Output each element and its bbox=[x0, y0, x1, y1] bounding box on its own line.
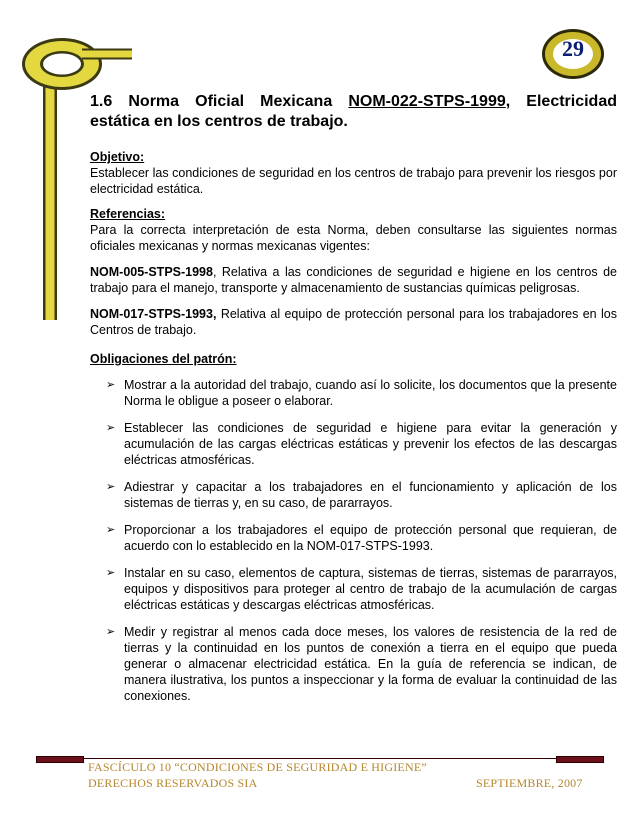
list-item-text: Mostrar a la autoridad del trabajo, cuando así lo solicite, los documentos que la presente Norma le obligue a poseer o elaborar. bbox=[124, 378, 617, 408]
list-item bbox=[90, 479, 617, 511]
list-item bbox=[90, 565, 617, 613]
references-intro: Para la correcta interpretación de esta Norma, deben consultarse las siguientes normas oficiales mexicanas y normas mexicanas vigentes: bbox=[90, 223, 617, 253]
list-item-text: Medir y registrar al menos cada doce meses, los valores de resistencia de la red de tierras y la continuidad en los puntos de conexión a tierra en el equipo que pueda generar o almacenar electricidad estática. En la guía de referencia se indican, de manera ilustrativa, los puntos a inspeccionar y la forma de evaluar la continuidad de las conexiones. bbox=[124, 625, 617, 703]
title-suffix: , Electricidad estática en los centros de trabajo. bbox=[90, 93, 617, 130]
objective-section bbox=[90, 150, 617, 197]
arrow-bullet-icon: ➢ bbox=[106, 481, 116, 493]
obligations-label: Obligaciones del patrón: bbox=[90, 352, 237, 366]
reference-item bbox=[90, 264, 617, 296]
footer-divider bbox=[82, 758, 602, 759]
footer-title: FASCÍCULO 10 “CONDICIONES DE SEGURIDAD E HIGIENE” bbox=[88, 760, 427, 774]
list-item-text: Establecer las condiciones de seguridad e higiene para evitar la generación y acumulación de las cargas eléctricas estáticas y prevenir los efectos de las descargas eléctricas atmosféricas. bbox=[124, 421, 617, 467]
arrow-bullet-icon: ➢ bbox=[106, 422, 116, 434]
footer-date: SEPTIEMBRE, 2007 bbox=[476, 776, 583, 790]
section-title bbox=[90, 92, 617, 132]
arrow-bullet-icon: ➢ bbox=[106, 379, 116, 391]
reference-code: NOM-017-STPS-1993, bbox=[90, 307, 217, 321]
references-section bbox=[90, 207, 617, 254]
list-item-text: Proporcionar a los trabajadores el equipo de protección personal que requieran, de acuerdo con lo establecido en la NOM-017-STPS-1993. bbox=[124, 523, 617, 553]
obligations-list bbox=[90, 377, 617, 704]
reference-description: , Relativa a las condiciones de seguridad e higiene en los centros de trabajo para el manejo, transporte y almacenamiento de sustancias químicas peligrosas. bbox=[90, 265, 617, 295]
list-item bbox=[90, 420, 617, 468]
list-item bbox=[90, 377, 617, 409]
objective-text: Establecer las condiciones de seguridad en los centros de trabajo para prevenir los riesgos por electricidad estática. bbox=[90, 166, 617, 196]
reference-description: Relativa al equipo de protección personal para los trabajadores en los Centros de trabajo. bbox=[90, 307, 617, 337]
list-item bbox=[90, 522, 617, 554]
page-footer bbox=[36, 750, 602, 800]
title-norm-code: NOM-022-STPS-1999 bbox=[348, 93, 506, 110]
obligations-section bbox=[90, 352, 617, 704]
list-item bbox=[90, 624, 617, 704]
list-item-text: Adiestrar y capacitar a los trabajadores en el funcionamiento y aplicación de los sistemas de tierras y, en su caso, de pararrayos. bbox=[124, 480, 617, 510]
objective-label: Objetivo: bbox=[90, 150, 145, 164]
references-label: Referencias: bbox=[90, 207, 166, 221]
reference-item bbox=[90, 306, 617, 338]
arrow-bullet-icon: ➢ bbox=[106, 626, 116, 638]
document-body bbox=[90, 92, 617, 715]
footer-bar-right bbox=[556, 756, 604, 763]
title-prefix: 1.6 Norma Oficial Mexicana bbox=[90, 93, 349, 110]
footer-bar-left bbox=[36, 756, 84, 763]
arrow-bullet-icon: ➢ bbox=[106, 524, 116, 536]
page-number: 29 bbox=[562, 36, 584, 61]
reference-code: NOM-005-STPS-1998 bbox=[90, 265, 213, 279]
footer-rights: DERECHOS RESERVADOS SIA bbox=[88, 776, 258, 790]
list-item-text: Instalar en su caso, elementos de captura, sistemas de tierras, sistemas de pararrayos, equipos y dispositivos para proteger al centro de trabajo de la acumulación de cargas eléctricas estáticas y descargas eléctricas atmosféricas. bbox=[124, 566, 617, 612]
arrow-bullet-icon: ➢ bbox=[106, 567, 116, 579]
